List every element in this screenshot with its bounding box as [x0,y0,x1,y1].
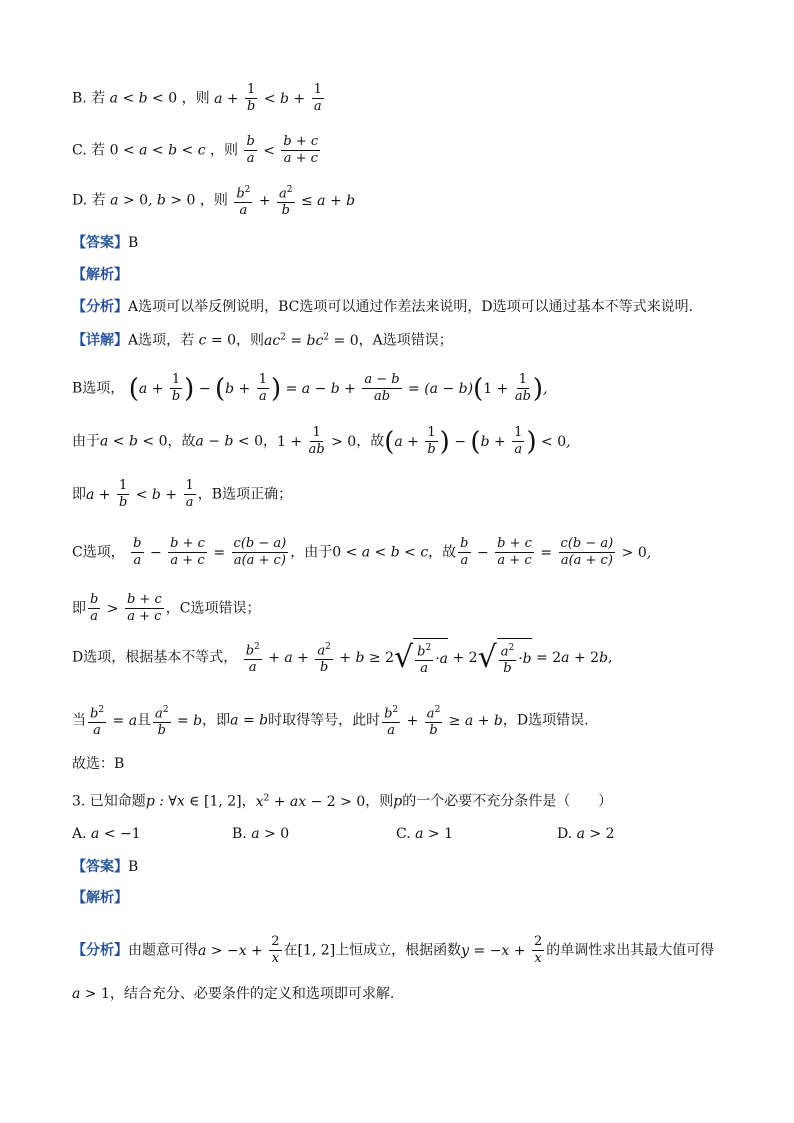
fenxi2-text-e: ，结合充分、必要条件的定义和选项即可求解. [109,986,395,1002]
q3-option-a [72,826,141,842]
q3-text-1: 3. 已知命题 [72,793,146,810]
b-since-text: 由于 [72,433,100,450]
b-since-line [72,425,571,458]
q3-c-formula: a > 1 [415,826,454,842]
d-ineq-formula: $\frac{b^2}{a}$ + a + $\frac{a^2}{b}$ + b ≥ 2 √ $b^2$ a ·a + 2 √ $a^2$ b ·b = 2a + 2b [245,639,609,677]
option-d-formula: $\frac{b^2}{a}$ + $\frac{a^2}{b}$ ≤ a + b [232,193,355,209]
option-d-then: ，则 [199,192,228,209]
fenxi-tag: 【分析】 [72,299,128,315]
d-option-line: D选项，根据基本不等式， $\frac{b^2}{a}$ + a + $\frac{a^2}{b}$ + b ≥ 2 √ $b^2$ a ·a + 2 √ $a^2$ b ·b = 2a + 2b, [72,639,613,677]
c-so-text: ，故 [428,544,457,561]
q3-p: p [393,793,403,810]
c-ji-line [72,592,260,625]
c-since-cond: 0 < a < b < c [332,544,429,561]
d-wrong-text: ，D选项错误. [502,712,589,729]
fenxi2-f2: y = −x + $\frac{2}{x}$ [461,934,543,966]
b-comma: ， [263,433,277,450]
q3-b-label: B. [232,826,247,842]
option-b-condition: a < b < 0 [109,90,178,107]
fenxi2-f3: a > 1 [72,986,110,1002]
b-option-line [72,372,548,405]
b-so2-text: ，故 [356,433,385,450]
answer2-value: B [128,859,139,875]
guxuan-text: 故选：B [72,756,125,772]
d-final-formula: $\frac{b^2}{a}$ + $\frac{a^2}{b}$ ≥ a + b [380,713,503,729]
option-c-label: C. 若 [72,142,106,159]
q3-a-formula: a < −1 [91,826,141,842]
q3-b-formula: a > 0 [251,826,290,842]
guxuan-line [72,755,124,773]
option-b-then: ，则 [181,90,210,107]
option-c-then: ，则 [210,142,238,159]
fenxi2-text-a: 由题意可得 [128,942,198,959]
fenxi2-line-2 [72,985,394,1003]
c-option-line [72,536,651,569]
d-eq-text: 时取得等号，此时 [268,712,381,729]
d-sel-text: D选项，根据基本不等式， [72,649,238,666]
q3-line: 3. 已知命题p : ∀x ∈ [1, 2]，$x^2$ + ax − 2 > 0，则p的一个必要不充分条件是（ ） [72,793,613,810]
xiangjie-tag: 【详解】 [72,332,128,349]
d-when-line [72,702,589,739]
b-result-cond: (a + $\frac{1}{b}$ ) − (b + $\frac{1}{a}$ ) < 0, [384,425,571,457]
answer-line [72,234,138,252]
b-correct-text: ，B选项正确； [197,486,293,503]
d-when-text: 当 [72,712,86,729]
b-ji-formula: a + $\frac{1}{b}$ < b + $\frac{1}{a}$ [86,478,194,510]
fenxi2-text-c: 上恒成立，根据函数 [335,942,462,959]
q3-option-c [396,826,453,842]
fenxi2-line [72,934,714,967]
b-so-text: ，故 [167,433,196,450]
option-b-label: B. 若 [72,90,106,107]
q3-d-label: D. [557,826,573,842]
b-onep-cond: 1 + $\frac{1}{ab}$ > 0 [277,425,357,457]
option-d-line [72,182,355,219]
option-b-line [72,82,326,115]
q3-c-label: C. [396,826,411,842]
ac2-formula: $ac^2 = bc^2 = 0$ [263,332,359,349]
answer2-line [72,858,138,876]
d-eq1: $\frac{b^2}{a}$ = a [86,713,137,729]
b-sel-text: B选项， [72,380,125,397]
fenxi2-interval: [1, 2] [297,942,336,959]
b-diff-formula: (a + $\frac{1}{b}$ ) − (b + $\frac{1}{a}$ ) = a − b + $\frac{a - b}{ab}$ = (a − b)(1 + $\frac{1}{ab}$ ), [128,372,548,404]
fenxi2-f1: a > −x + $\frac{2}{x}$ [198,934,280,966]
b-amb-cond: a − b < 0 [195,433,263,450]
jiexi2-line [72,889,128,907]
c-sel-text: C选项， [72,544,125,561]
c-zero-formula: c = 0 [198,332,236,349]
d-eq3: a = b [230,712,269,729]
q3-a-label: A. [72,826,87,842]
fenxi-text: A选项可以举反例说明，BC选项可以通过作差法来说明，D选项可以通过基本不等式来说明. [128,299,694,315]
option-c-line [72,134,322,167]
c-ji-formula: $\frac{b}{a}$ > $\frac{b + c}{a + c}$ [90,592,162,624]
d-and-text: 且 [137,712,152,729]
q3-text-2: ，则 [365,793,394,810]
option-d-condition: a > 0, b > 0 [110,192,196,209]
option-d-label: D. 若 [72,192,106,209]
xiangjie-text-2: ，则 [235,332,264,349]
option-c-formula: $\frac{b}{a}$ < $\frac{b + c}{a + c}$ [246,134,319,166]
fenxi2-tag: 【分析】 [72,942,128,959]
d-eq2: $\frac{a^2}{b}$ = b [151,713,202,729]
c-diff-formula: $\frac{b}{a}$ − $\frac{b + c}{a + c}$ = $\frac{c(b - a)}{a(a + c)}$ [133,536,287,568]
option-b-formula: a + $\frac{1}{b}$ < b + $\frac{1}{a}$ [214,82,322,114]
b-since-cond: a < b < 0 [100,433,168,450]
fenxi2-text-d: 的单调性求出其最大值可得 [546,942,715,959]
answer2-tag: 【答案】 [72,859,128,875]
c-wrong-text: ，C选项错误； [165,600,261,617]
c-result-formula: $\frac{b}{a}$ − $\frac{b + c}{a + c}$ = $\frac{c(b - a)}{a(a + c)}$ > 0, [460,536,652,568]
b-ji-text: 即 [72,486,86,503]
d-ie-text: ，即 [202,712,231,729]
q3-option-d [557,826,615,842]
xiangjie-text-3: ，A选项错误； [358,332,453,349]
q3-text-3: 的一个必要不充分条件是（ ） [402,793,613,810]
c-ji-text: 即 [72,600,86,617]
q3-ineq: $x^2$ + ax − 2 > 0 [255,793,366,810]
answer-tag: 【答案】 [72,235,128,251]
xiangjie-line [72,328,453,350]
q3-prop: p : ∀x ∈ [1, 2] [145,793,242,810]
xiangjie-text-1: A选项，若 [128,332,195,349]
b-ji-line [72,478,292,511]
q3-d-formula: a > 2 [576,826,615,842]
fenxi2-text-b: 在 [283,942,298,959]
answer-value: B [128,235,139,251]
q3-option-b [232,826,289,842]
jiexi-line [72,266,128,284]
jiexi2-tag: 【解析】 [72,890,128,906]
option-c-condition: 0 < a < b < c [109,142,206,159]
fenxi-line [72,298,693,316]
jiexi-tag: 【解析】 [72,267,128,283]
c-since-text: ，由于 [290,544,333,561]
